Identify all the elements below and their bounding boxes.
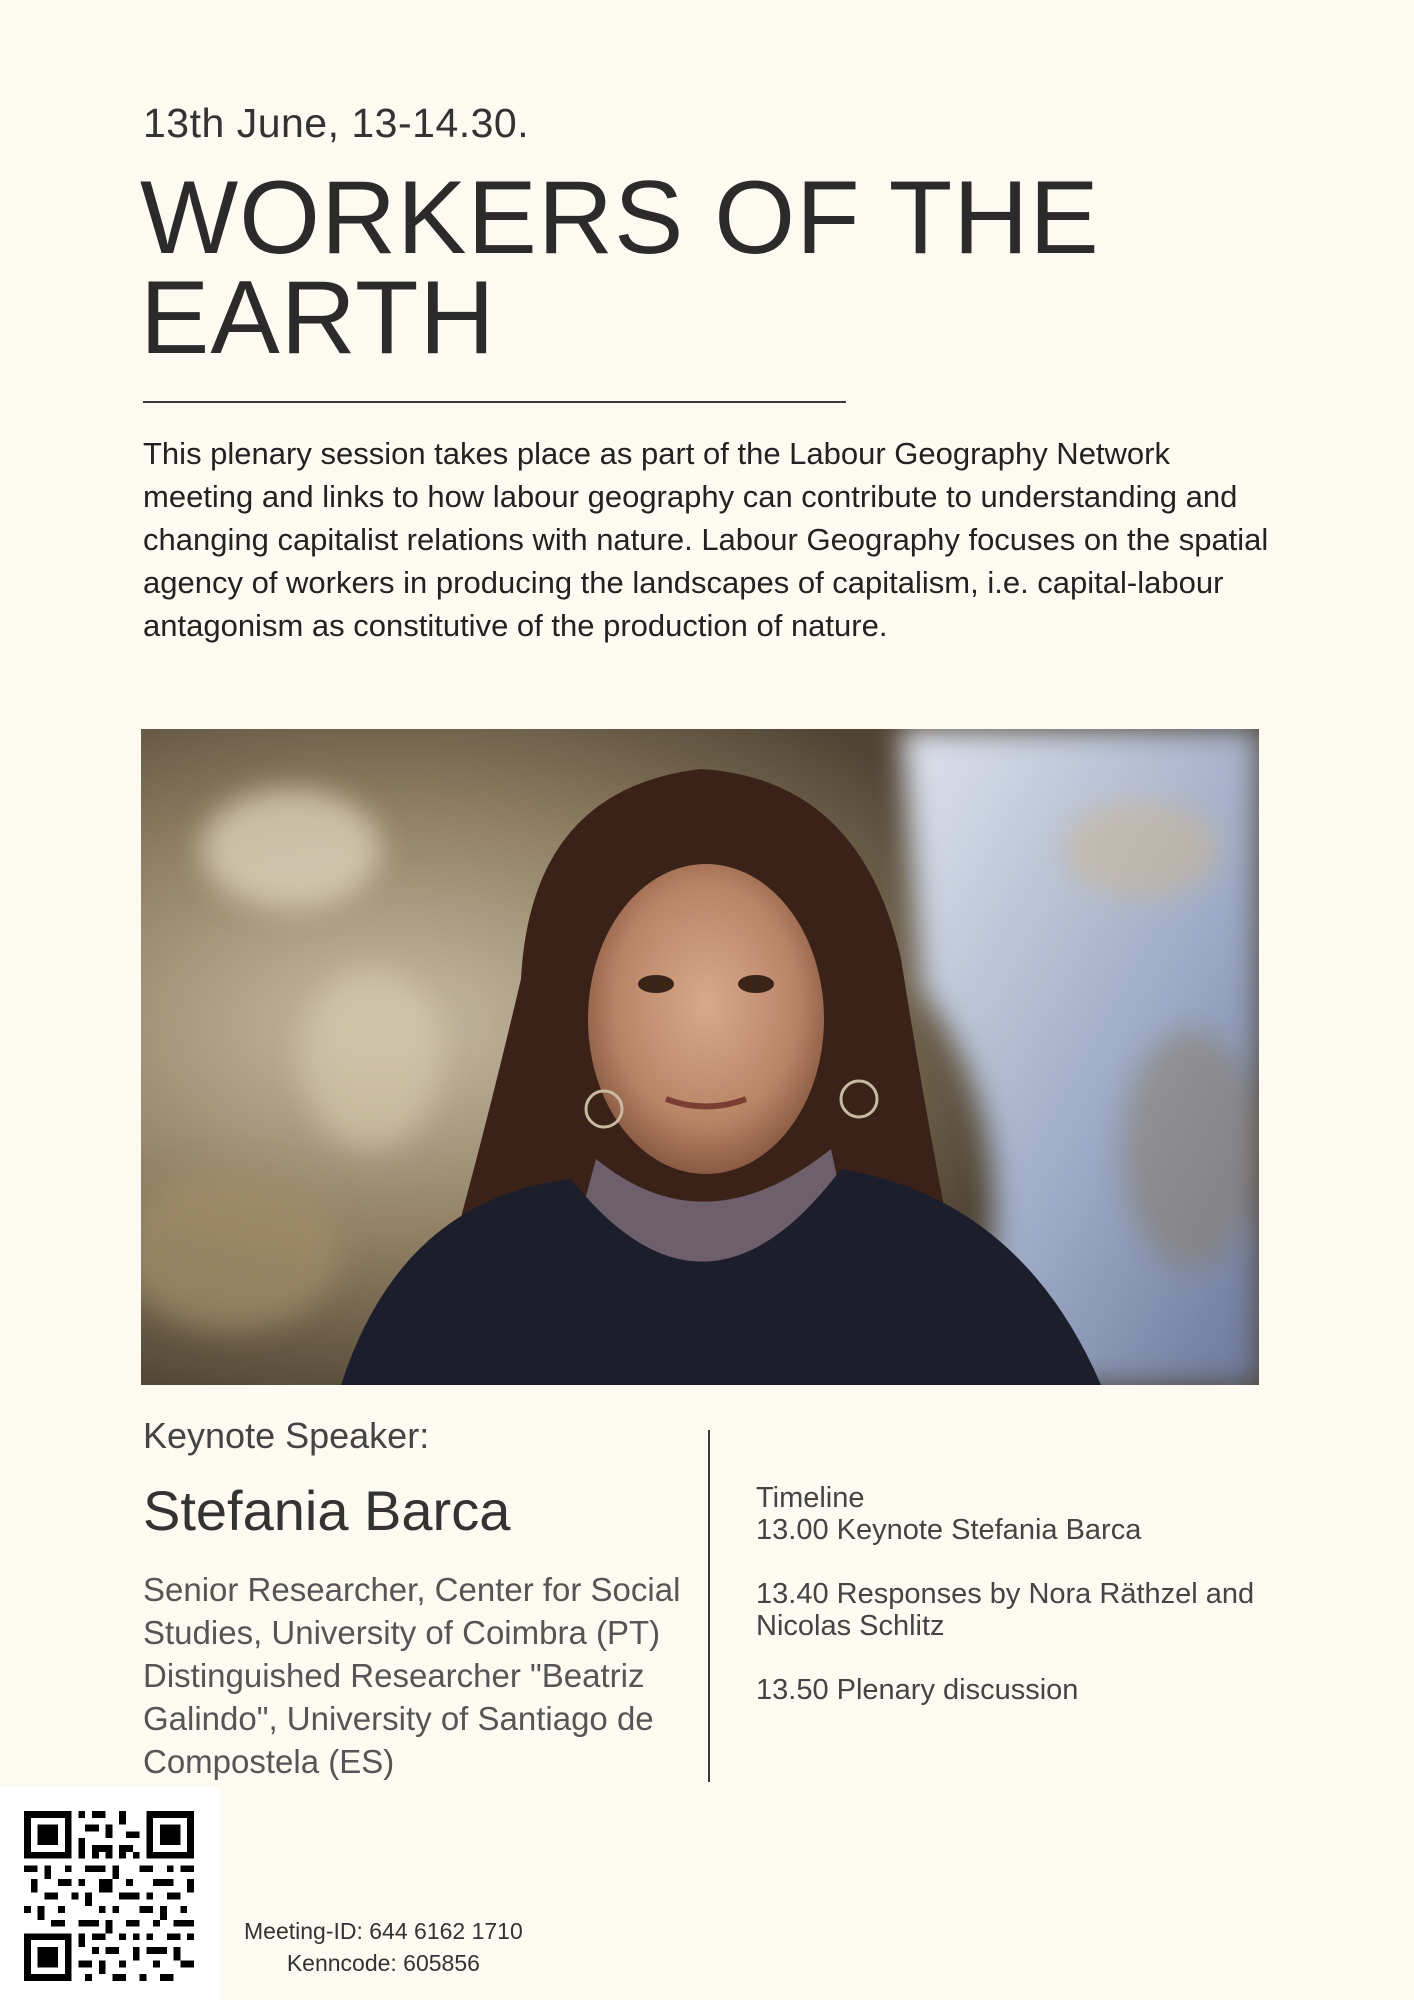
title-line-1: WORKERS OF THE (140, 160, 1100, 276)
timeline-entry: 13.50 Plenary discussion (756, 1674, 1079, 1706)
event-date: 13th June, 13-14.30. (143, 100, 530, 146)
timeline-heading: Timeline (756, 1482, 865, 1514)
speaker-name: Stefania Barca (143, 1479, 511, 1542)
title-line-2: EARTH (140, 260, 496, 376)
keynote-speaker-label: Keynote Speaker: (143, 1415, 430, 1456)
bio-line: Galindo", University of Santiago de (143, 1700, 654, 1737)
column-divider (708, 1430, 710, 1782)
title-divider (143, 401, 846, 403)
timeline (756, 1482, 1316, 1706)
timeline-entry: 13.40 Responses by Nora Räthzel and (756, 1578, 1255, 1610)
event-description: This plenary session takes place as part of the Labour Geography Network meeting and links to how labour geography can contribute to understanding and changing capitalist relations with nature. Labour Geography focuses on the spatial agency of workers in producing the landscapes of capitalism, i.e. capital-labour antagonism as constitutive of the production of nature. (143, 436, 1269, 643)
qr-code[interactable] (0, 1787, 220, 2000)
speaker-portrait-image (141, 729, 1259, 1385)
event-title (140, 160, 1140, 376)
qr-code-icon (24, 1811, 194, 1981)
timeline-entry: 13.00 Keynote Stefania Barca (756, 1514, 1142, 1546)
bio-line: Compostela (ES) (143, 1743, 395, 1780)
meeting-info (244, 1915, 523, 1979)
bio-line: Studies, University of Coimbra (PT) (143, 1614, 661, 1651)
timeline-entry: Nicolas Schlitz (756, 1610, 945, 1642)
bio-line: Senior Researcher, Center for Social (143, 1571, 681, 1608)
meeting-id: Meeting-ID: 644 6162 1710 (244, 1918, 523, 1944)
meeting-passcode: Kenncode: 605856 (286, 1950, 480, 1976)
bio-line: Distinguished Researcher "Beatriz (143, 1657, 645, 1694)
speaker-bio (143, 1568, 703, 1783)
speaker-photo (141, 729, 1259, 1385)
